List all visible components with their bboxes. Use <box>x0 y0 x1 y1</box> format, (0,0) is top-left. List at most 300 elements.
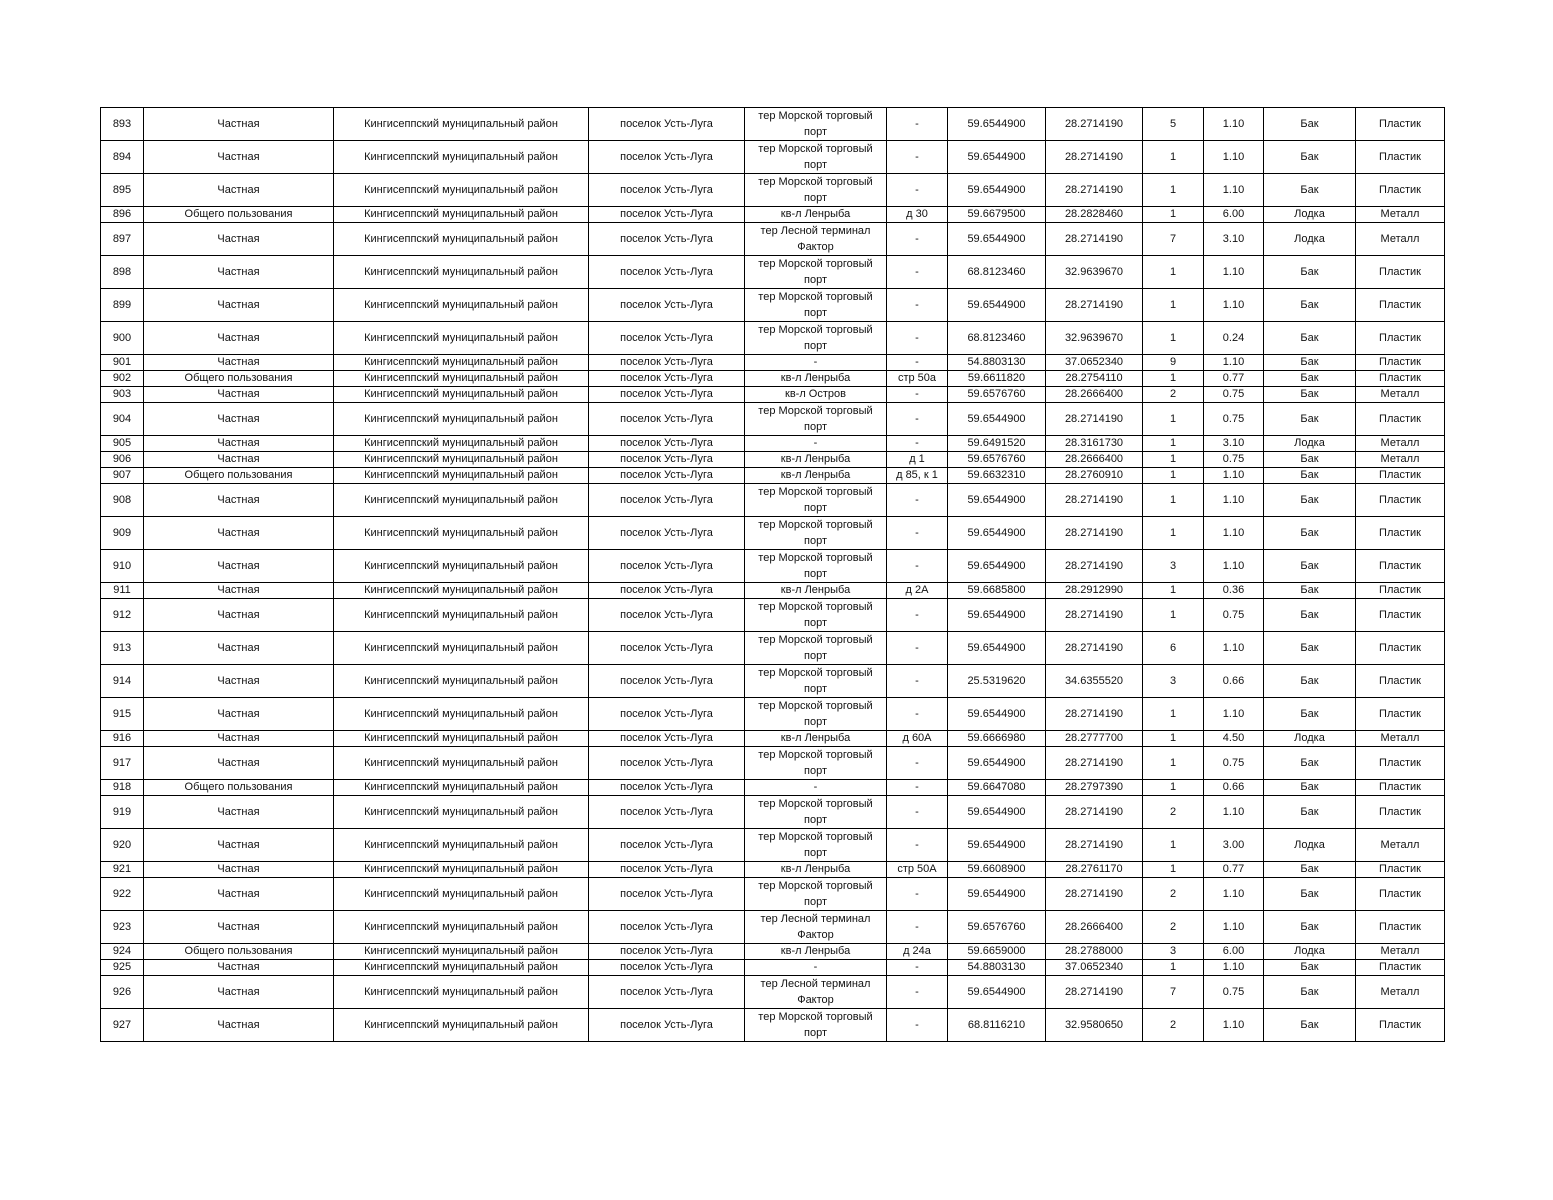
cell-settlement: поселок Усть-Луга <box>589 223 745 256</box>
cell-house: - <box>887 289 948 322</box>
cell-territory: кв-л Ленрыба <box>745 862 887 878</box>
cell-volume: 1.10 <box>1204 878 1264 911</box>
cell-ownership: Частная <box>144 911 334 944</box>
cell-container-type: Бак <box>1264 665 1356 698</box>
cell-house: д 2А <box>887 583 948 599</box>
cell-latitude: 59.6544900 <box>948 829 1046 862</box>
cell-house: д 24а <box>887 944 948 960</box>
cell-container-count: 3 <box>1143 550 1204 583</box>
cell-district: Кингисеппский муниципальный район <box>334 550 589 583</box>
cell-latitude: 59.6544900 <box>948 517 1046 550</box>
cell-territory: кв-л Ленрыба <box>745 468 887 484</box>
cell-latitude: 59.6544900 <box>948 976 1046 1009</box>
cell-material: Пластик <box>1356 468 1445 484</box>
cell-container-count: 1 <box>1143 289 1204 322</box>
cell-settlement: поселок Усть-Луга <box>589 550 745 583</box>
cell-latitude: 59.6666980 <box>948 731 1046 747</box>
cell-longitude: 28.2666400 <box>1046 452 1143 468</box>
cell-longitude: 28.2714190 <box>1046 747 1143 780</box>
cell-district: Кингисеппский муниципальный район <box>334 141 589 174</box>
table-row <box>101 403 1445 436</box>
cell-territory: тер Морской торговый порт <box>745 550 887 583</box>
cell-latitude: 59.6544900 <box>948 747 1046 780</box>
cell-territory: кв-л Остров <box>745 387 887 403</box>
cell-house: д 30 <box>887 207 948 223</box>
cell-settlement: поселок Усть-Луга <box>589 583 745 599</box>
table-body <box>101 108 1445 1042</box>
cell-house: - <box>887 878 948 911</box>
cell-volume: 0.24 <box>1204 322 1264 355</box>
cell-row-number: 924 <box>101 944 144 960</box>
cell-ownership: Частная <box>144 599 334 632</box>
cell-container-type: Лодка <box>1264 223 1356 256</box>
cell-longitude: 28.2714190 <box>1046 289 1143 322</box>
cell-district: Кингисеппский муниципальный район <box>334 207 589 223</box>
cell-volume: 3.10 <box>1204 223 1264 256</box>
cell-ownership: Частная <box>144 322 334 355</box>
cell-material: Пластик <box>1356 289 1445 322</box>
cell-container-type: Бак <box>1264 862 1356 878</box>
cell-latitude: 59.6544900 <box>948 484 1046 517</box>
cell-container-type: Бак <box>1264 355 1356 371</box>
data-table <box>100 107 1445 1042</box>
cell-longitude: 28.2797390 <box>1046 780 1143 796</box>
cell-row-number: 893 <box>101 108 144 141</box>
cell-district: Кингисеппский муниципальный район <box>334 108 589 141</box>
cell-container-count: 2 <box>1143 1009 1204 1042</box>
cell-container-count: 6 <box>1143 632 1204 665</box>
cell-ownership: Частная <box>144 878 334 911</box>
cell-container-type: Бак <box>1264 599 1356 632</box>
cell-latitude: 59.6544900 <box>948 550 1046 583</box>
cell-row-number: 923 <box>101 911 144 944</box>
cell-container-type: Бак <box>1264 141 1356 174</box>
table-row <box>101 256 1445 289</box>
cell-row-number: 903 <box>101 387 144 403</box>
cell-volume: 1.10 <box>1204 517 1264 550</box>
table-row <box>101 944 1445 960</box>
cell-longitude: 28.2788000 <box>1046 944 1143 960</box>
cell-container-type: Лодка <box>1264 944 1356 960</box>
cell-container-type: Бак <box>1264 976 1356 1009</box>
cell-territory: кв-л Ленрыба <box>745 452 887 468</box>
cell-container-count: 1 <box>1143 452 1204 468</box>
cell-territory: тер Морской торговый порт <box>745 108 887 141</box>
cell-ownership: Частная <box>144 108 334 141</box>
cell-container-count: 1 <box>1143 174 1204 207</box>
cell-material: Пластик <box>1356 960 1445 976</box>
cell-volume: 4.50 <box>1204 731 1264 747</box>
cell-latitude: 59.6679500 <box>948 207 1046 223</box>
cell-container-type: Бак <box>1264 698 1356 731</box>
cell-ownership: Общего пользования <box>144 780 334 796</box>
cell-container-type: Бак <box>1264 174 1356 207</box>
cell-latitude: 59.6576760 <box>948 911 1046 944</box>
cell-longitude: 28.2714190 <box>1046 599 1143 632</box>
cell-longitude: 37.0652340 <box>1046 355 1143 371</box>
cell-district: Кингисеппский муниципальный район <box>334 436 589 452</box>
cell-row-number: 899 <box>101 289 144 322</box>
table-row <box>101 355 1445 371</box>
cell-district: Кингисеппский муниципальный район <box>334 911 589 944</box>
table-row <box>101 665 1445 698</box>
cell-container-type: Лодка <box>1264 207 1356 223</box>
cell-district: Кингисеппский муниципальный район <box>334 780 589 796</box>
cell-volume: 1.10 <box>1204 468 1264 484</box>
cell-latitude: 59.6544900 <box>948 223 1046 256</box>
cell-row-number: 925 <box>101 960 144 976</box>
cell-district: Кингисеппский муниципальный район <box>334 862 589 878</box>
cell-volume: 3.00 <box>1204 829 1264 862</box>
cell-volume: 0.75 <box>1204 599 1264 632</box>
table-row <box>101 632 1445 665</box>
cell-volume: 0.77 <box>1204 371 1264 387</box>
cell-territory: тер Морской торговый порт <box>745 256 887 289</box>
cell-district: Кингисеппский муниципальный район <box>334 960 589 976</box>
cell-district: Кингисеппский муниципальный район <box>334 468 589 484</box>
cell-latitude: 59.6632310 <box>948 468 1046 484</box>
cell-material: Пластик <box>1356 780 1445 796</box>
cell-ownership: Частная <box>144 796 334 829</box>
cell-house: - <box>887 387 948 403</box>
cell-territory: тер Морской торговый порт <box>745 747 887 780</box>
cell-territory: тер Морской торговый порт <box>745 322 887 355</box>
cell-ownership: Частная <box>144 1009 334 1042</box>
cell-settlement: поселок Усть-Луга <box>589 403 745 436</box>
cell-district: Кингисеппский муниципальный район <box>334 484 589 517</box>
cell-longitude: 28.2714190 <box>1046 141 1143 174</box>
cell-latitude: 59.6491520 <box>948 436 1046 452</box>
cell-settlement: поселок Усть-Луга <box>589 289 745 322</box>
cell-district: Кингисеппский муниципальный район <box>334 698 589 731</box>
cell-container-count: 1 <box>1143 780 1204 796</box>
cell-latitude: 59.6544900 <box>948 289 1046 322</box>
cell-settlement: поселок Усть-Луга <box>589 141 745 174</box>
cell-settlement: поселок Усть-Луга <box>589 747 745 780</box>
cell-material: Пластик <box>1356 256 1445 289</box>
cell-district: Кингисеппский муниципальный район <box>334 355 589 371</box>
cell-material: Пластик <box>1356 1009 1445 1042</box>
cell-container-count: 1 <box>1143 484 1204 517</box>
table-row <box>101 583 1445 599</box>
cell-settlement: поселок Усть-Луга <box>589 355 745 371</box>
cell-settlement: поселок Усть-Луга <box>589 387 745 403</box>
cell-house: д 60А <box>887 731 948 747</box>
cell-territory: кв-л Ленрыба <box>745 207 887 223</box>
cell-ownership: Общего пользования <box>144 371 334 387</box>
cell-volume: 0.77 <box>1204 862 1264 878</box>
cell-longitude: 28.2714190 <box>1046 108 1143 141</box>
cell-row-number: 898 <box>101 256 144 289</box>
table-row <box>101 780 1445 796</box>
cell-district: Кингисеппский муниципальный район <box>334 878 589 911</box>
cell-material: Пластик <box>1356 141 1445 174</box>
cell-settlement: поселок Усть-Луга <box>589 256 745 289</box>
cell-material: Пластик <box>1356 484 1445 517</box>
cell-material: Металл <box>1356 829 1445 862</box>
cell-territory: тер Морской торговый порт <box>745 403 887 436</box>
cell-row-number: 921 <box>101 862 144 878</box>
cell-territory: - <box>745 960 887 976</box>
cell-container-type: Лодка <box>1264 829 1356 862</box>
cell-material: Пластик <box>1356 403 1445 436</box>
cell-container-count: 7 <box>1143 976 1204 1009</box>
cell-district: Кингисеппский муниципальный район <box>334 976 589 1009</box>
cell-container-count: 1 <box>1143 583 1204 599</box>
cell-territory: кв-л Ленрыба <box>745 371 887 387</box>
cell-container-type: Лодка <box>1264 436 1356 452</box>
cell-district: Кингисеппский муниципальный район <box>334 731 589 747</box>
cell-district: Кингисеппский муниципальный район <box>334 174 589 207</box>
cell-ownership: Частная <box>144 223 334 256</box>
cell-row-number: 914 <box>101 665 144 698</box>
cell-latitude: 59.6544900 <box>948 632 1046 665</box>
cell-longitude: 28.2714190 <box>1046 698 1143 731</box>
cell-container-count: 1 <box>1143 517 1204 550</box>
cell-container-type: Бак <box>1264 452 1356 468</box>
cell-territory: - <box>745 355 887 371</box>
cell-latitude: 25.5319620 <box>948 665 1046 698</box>
cell-territory: кв-л Ленрыба <box>745 731 887 747</box>
cell-house: - <box>887 550 948 583</box>
cell-territory: кв-л Ленрыба <box>745 944 887 960</box>
cell-house: - <box>887 355 948 371</box>
cell-latitude: 59.6611820 <box>948 371 1046 387</box>
cell-ownership: Частная <box>144 452 334 468</box>
cell-material: Металл <box>1356 452 1445 468</box>
cell-settlement: поселок Усть-Луга <box>589 698 745 731</box>
cell-material: Металл <box>1356 223 1445 256</box>
cell-house: - <box>887 1009 948 1042</box>
cell-settlement: поселок Усть-Луга <box>589 517 745 550</box>
cell-row-number: 913 <box>101 632 144 665</box>
cell-house: - <box>887 108 948 141</box>
table-row <box>101 322 1445 355</box>
cell-longitude: 32.9639670 <box>1046 322 1143 355</box>
cell-container-count: 1 <box>1143 403 1204 436</box>
cell-volume: 1.10 <box>1204 256 1264 289</box>
cell-ownership: Частная <box>144 550 334 583</box>
cell-longitude: 28.2714190 <box>1046 517 1143 550</box>
cell-latitude: 59.6576760 <box>948 452 1046 468</box>
cell-material: Пластик <box>1356 322 1445 355</box>
cell-longitude: 28.2714190 <box>1046 174 1143 207</box>
cell-container-type: Бак <box>1264 747 1356 780</box>
cell-ownership: Частная <box>144 403 334 436</box>
cell-container-count: 3 <box>1143 665 1204 698</box>
cell-latitude: 68.8116210 <box>948 1009 1046 1042</box>
cell-row-number: 897 <box>101 223 144 256</box>
cell-container-type: Бак <box>1264 1009 1356 1042</box>
cell-latitude: 59.6544900 <box>948 108 1046 141</box>
cell-ownership: Частная <box>144 141 334 174</box>
cell-territory: тер Лесной терминал Фактор <box>745 223 887 256</box>
cell-material: Пластик <box>1356 632 1445 665</box>
cell-territory: тер Морской торговый порт <box>745 599 887 632</box>
cell-material: Пластик <box>1356 583 1445 599</box>
cell-territory: тер Лесной терминал Фактор <box>745 976 887 1009</box>
cell-longitude: 34.6355520 <box>1046 665 1143 698</box>
table-row <box>101 468 1445 484</box>
cell-container-type: Бак <box>1264 632 1356 665</box>
cell-house: д 1 <box>887 452 948 468</box>
cell-territory: тер Морской торговый порт <box>745 517 887 550</box>
cell-district: Кингисеппский муниципальный район <box>334 223 589 256</box>
cell-container-count: 1 <box>1143 468 1204 484</box>
cell-volume: 1.10 <box>1204 141 1264 174</box>
cell-container-type: Бак <box>1264 960 1356 976</box>
cell-house: - <box>887 976 948 1009</box>
cell-latitude: 68.8123460 <box>948 322 1046 355</box>
cell-volume: 6.00 <box>1204 207 1264 223</box>
table-row <box>101 141 1445 174</box>
cell-ownership: Частная <box>144 862 334 878</box>
cell-container-type: Бак <box>1264 468 1356 484</box>
cell-row-number: 926 <box>101 976 144 1009</box>
cell-latitude: 59.6544900 <box>948 141 1046 174</box>
table-row <box>101 452 1445 468</box>
cell-territory: тер Морской торговый порт <box>745 796 887 829</box>
cell-row-number: 909 <box>101 517 144 550</box>
cell-container-type: Бак <box>1264 403 1356 436</box>
cell-volume: 0.75 <box>1204 747 1264 780</box>
cell-settlement: поселок Усть-Луга <box>589 108 745 141</box>
cell-container-count: 1 <box>1143 141 1204 174</box>
cell-material: Металл <box>1356 944 1445 960</box>
cell-container-count: 1 <box>1143 747 1204 780</box>
cell-latitude: 59.6685800 <box>948 583 1046 599</box>
cell-container-count: 1 <box>1143 960 1204 976</box>
cell-house: д 85, к 1 <box>887 468 948 484</box>
cell-volume: 0.36 <box>1204 583 1264 599</box>
table-row <box>101 976 1445 1009</box>
cell-settlement: поселок Усть-Луга <box>589 796 745 829</box>
cell-container-count: 1 <box>1143 599 1204 632</box>
cell-row-number: 907 <box>101 468 144 484</box>
cell-latitude: 59.6608900 <box>948 862 1046 878</box>
cell-row-number: 920 <box>101 829 144 862</box>
cell-latitude: 59.6544900 <box>948 878 1046 911</box>
cell-ownership: Общего пользования <box>144 944 334 960</box>
cell-district: Кингисеппский муниципальный район <box>334 387 589 403</box>
cell-container-type: Бак <box>1264 289 1356 322</box>
table-row <box>101 698 1445 731</box>
cell-row-number: 894 <box>101 141 144 174</box>
cell-latitude: 68.8123460 <box>948 256 1046 289</box>
table-row <box>101 484 1445 517</box>
cell-latitude: 54.8803130 <box>948 960 1046 976</box>
cell-container-count: 3 <box>1143 944 1204 960</box>
cell-district: Кингисеппский муниципальный район <box>334 256 589 289</box>
cell-container-type: Бак <box>1264 583 1356 599</box>
cell-settlement: поселок Усть-Луга <box>589 780 745 796</box>
table-row <box>101 108 1445 141</box>
cell-settlement: поселок Усть-Луга <box>589 468 745 484</box>
cell-material: Металл <box>1356 976 1445 1009</box>
cell-settlement: поселок Усть-Луга <box>589 944 745 960</box>
cell-settlement: поселок Усть-Луга <box>589 322 745 355</box>
cell-district: Кингисеппский муниципальный район <box>334 517 589 550</box>
cell-container-count: 1 <box>1143 436 1204 452</box>
cell-settlement: поселок Усть-Луга <box>589 452 745 468</box>
cell-house: - <box>887 829 948 862</box>
cell-row-number: 919 <box>101 796 144 829</box>
cell-container-type: Бак <box>1264 878 1356 911</box>
cell-container-count: 7 <box>1143 223 1204 256</box>
cell-container-type: Бак <box>1264 780 1356 796</box>
cell-volume: 0.75 <box>1204 403 1264 436</box>
cell-settlement: поселок Усть-Луга <box>589 976 745 1009</box>
table-row <box>101 387 1445 403</box>
cell-row-number: 905 <box>101 436 144 452</box>
cell-territory: - <box>745 436 887 452</box>
cell-container-type: Бак <box>1264 371 1356 387</box>
cell-district: Кингисеппский муниципальный район <box>334 1009 589 1042</box>
table-row <box>101 1009 1445 1042</box>
cell-house: - <box>887 780 948 796</box>
cell-container-count: 2 <box>1143 387 1204 403</box>
cell-ownership: Частная <box>144 632 334 665</box>
cell-longitude: 28.3161730 <box>1046 436 1143 452</box>
cell-district: Кингисеппский муниципальный район <box>334 371 589 387</box>
cell-container-type: Бак <box>1264 796 1356 829</box>
table-row <box>101 550 1445 583</box>
cell-container-type: Бак <box>1264 911 1356 944</box>
cell-house: - <box>887 436 948 452</box>
cell-territory: тер Морской торговый порт <box>745 141 887 174</box>
cell-longitude: 28.2714190 <box>1046 403 1143 436</box>
cell-container-count: 1 <box>1143 256 1204 289</box>
cell-longitude: 28.2761170 <box>1046 862 1143 878</box>
cell-material: Пластик <box>1356 550 1445 583</box>
cell-territory: тер Лесной терминал Фактор <box>745 911 887 944</box>
cell-settlement: поселок Усть-Луга <box>589 862 745 878</box>
cell-row-number: 910 <box>101 550 144 583</box>
cell-container-count: 1 <box>1143 731 1204 747</box>
cell-container-type: Бак <box>1264 387 1356 403</box>
table-row <box>101 289 1445 322</box>
cell-ownership: Частная <box>144 960 334 976</box>
cell-district: Кингисеппский муниципальный район <box>334 944 589 960</box>
cell-latitude: 54.8803130 <box>948 355 1046 371</box>
cell-volume: 1.10 <box>1204 484 1264 517</box>
table-row <box>101 174 1445 207</box>
cell-row-number: 896 <box>101 207 144 223</box>
cell-latitude: 59.6576760 <box>948 387 1046 403</box>
cell-territory: тер Морской торговый порт <box>745 665 887 698</box>
cell-volume: 1.10 <box>1204 289 1264 322</box>
cell-ownership: Частная <box>144 976 334 1009</box>
cell-house: - <box>887 223 948 256</box>
cell-longitude: 28.2714190 <box>1046 829 1143 862</box>
cell-house: стр 50а <box>887 371 948 387</box>
table-row <box>101 747 1445 780</box>
cell-settlement: поселок Усть-Луга <box>589 960 745 976</box>
cell-material: Пластик <box>1356 747 1445 780</box>
cell-longitude: 28.2666400 <box>1046 911 1143 944</box>
cell-house: - <box>887 599 948 632</box>
cell-settlement: поселок Усть-Луга <box>589 484 745 517</box>
cell-ownership: Частная <box>144 698 334 731</box>
cell-settlement: поселок Усть-Луга <box>589 665 745 698</box>
cell-house: - <box>887 141 948 174</box>
cell-volume: 1.10 <box>1204 698 1264 731</box>
table-row <box>101 960 1445 976</box>
cell-longitude: 28.2777700 <box>1046 731 1143 747</box>
cell-settlement: поселок Усть-Луга <box>589 911 745 944</box>
cell-row-number: 900 <box>101 322 144 355</box>
cell-house: - <box>887 911 948 944</box>
